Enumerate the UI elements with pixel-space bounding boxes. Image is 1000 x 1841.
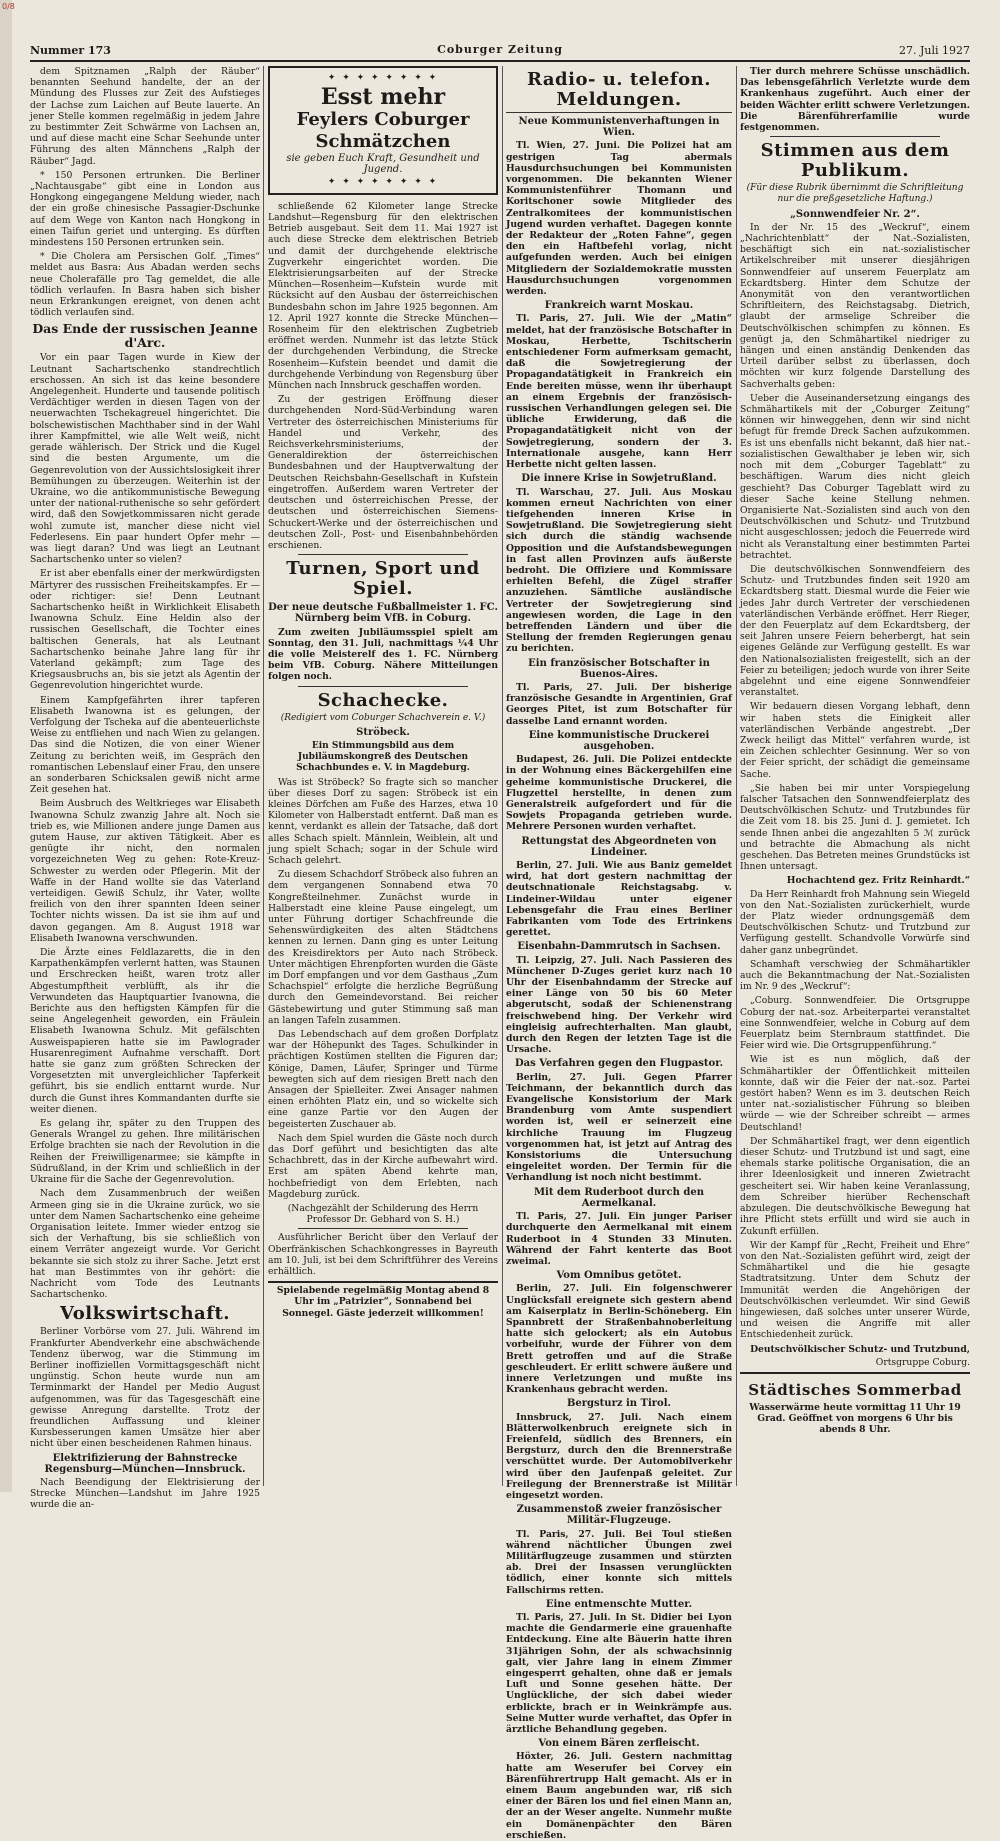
page-header bbox=[30, 40, 970, 60]
news-headline: Neue Kommunistenverhaftungen in Wien. bbox=[518, 116, 720, 139]
ornament: ✦ ✦ ✦ ✦ ✦ ✦ ✦ ✦ bbox=[327, 73, 439, 83]
signature-group: Ortsgruppe Coburg. bbox=[875, 1356, 970, 1368]
article-text: Die deutschvölkischen Sonnwendfeiern des Schutz- und Trutzbundes finden seit 1920 am Eckardtsberg statt. Diesmal wurde die Feier wie jedes Jahr durch Vertreter der verschiedenen vaterländischen Verbände eröffnet. Herr Rieger, der den Feuerplatz auf dem Eckardtsberg, der seit Jahren unsere Feiern beherbergt, hat sein eigenes Gelände zur Verfügung gestellt. Es war den Nationalsozialisten freigestellt, sich an der Feier zu beteiligen; jedoch wurde von ihrer Seite abgelehnt und eine eigene Sonnwendfeier veranstaltet. bbox=[740, 563, 970, 699]
schach-footer-box bbox=[268, 1281, 498, 1319]
news-headline: Von einem Bären zerfleischt. bbox=[538, 1738, 700, 1750]
divider bbox=[298, 686, 468, 687]
masthead: Coburger Zeitung bbox=[437, 43, 563, 56]
news-text: Tl. Wien, 27. Juni. Die Polizei hat am gestrigen Tag abermals Hausdurchsuchungen bei Kommunisten vorgenommen. Die bekannten Wiener Kommunistenführer Thomann und Koritschoner sowie Mitglieder des Zentralkomitees der kommunistischen Jugend wurden verhaftet. Dagegen konnte der Redakteur der „Roten Fahne“, gegen den ein Haftbefehl vorlag, nicht aufgefunden werden. Auch bei einigen Mitgliedern der Sozialdemokratie mussten Hausdurchsuchungen vorgenommen werden. bbox=[506, 140, 732, 298]
article-text: Einem Kampfgefährten ihrer tapferen Elisabeth Iwanowna ist es gelungen, der Verfolgung der Tscheka auf die abenteuerlichste Weise zu entfliehen und nach Wien zu gelangen. Das sind die Notizen, die von einer Wiener Zeitung zu berichten weiß, im Gespräch den romantischen Lebenslauf einer Frau, den unsere an sonderbaren Schicksalen gewiß nicht arme Zeit gesehen hat. bbox=[30, 694, 260, 796]
schach-subtitle: Ein Stimmungsbild aus dem Jubiläumskongreß des Deutschen Schachbundes e. V. in Magdeburg. bbox=[296, 740, 470, 774]
article-text: Nach dem Spiel wurden die Gäste noch durch das Dorf geführt und besichtigten das alte Schachbrett, das in der Kirche aufbewahrt wird. Erst am späten Abend kehrte man, hochbefriedigt von dem Erlebten, nach Magdeburg zurück. bbox=[268, 1132, 498, 1200]
scan-edge bbox=[0, 0, 12, 1492]
headline-bahn: Elektrifizierung der Bahnstrecke Regensburg—München—Innsbruck. bbox=[44, 1452, 246, 1475]
news-headline: Ein französischer Botschafter in Buenos-Aires. bbox=[528, 657, 710, 680]
article-text: „Sie haben bei mir unter Vorspiegelung falscher Tatsachen den Sonnwendfeierplatz des Deutschvölkischen Schutz- und Trutzbundes für die Zeit vom 18. bis 25. Juni d. J. gemietet. Ich sende Ihnen anbei die angezahlten 5 ℳ zurück und betrachte die Abmachung als nicht geschehen. Das Betreten meines Grundstücks ist Ihnen untersagt. bbox=[740, 782, 970, 873]
ad-slogan: sie geben Euch Kraft, Gesundheit und Jugend. bbox=[286, 153, 480, 176]
article-text: Der Schmähartikel fragt, wer denn eigentlich dieser Schutz- und Trutzbund ist und sagt, eine ehemals starke politische Organisation, die an ihrer Ideenlosigkeit und inneren Zwietracht gescheitert sei. Wir haben keine Veranlassung, dem Schreiber hierüber Rechenschaft abzulegen. Die deutschvölkische Bewegung hat ihre Pflicht stets erfüllt und wird sie auch in Zukunft erfüllen. bbox=[740, 1135, 970, 1237]
article-text: Wie ist es nun möglich, daß der Schmähartikler der Öffentlichkeit mitteilen konnte, daß wir die Feier der nat.-soz. Partei gestört haben? Wenn es im 3. deutschen Reich unter nat.-sozialistischer Führung so bleiben würde — wie der Schreiber schreibt — armes Deutschland! bbox=[740, 1054, 970, 1133]
article-text: Ausführlicher Bericht über den Verlauf der Oberfränkischen Schachkongresses in Bayreuth am 10. Juli, ist bei dem Schriftführer des Vereins erhältlich. bbox=[268, 1232, 498, 1278]
section-sport: Turnen, Sport und Spiel. bbox=[286, 558, 480, 600]
article-text: Ueber die Auseinandersetzung eingangs des Schmähartikels mit der „Coburger Zeitung“ können wir hinweggehen, denn wir sind nicht befugt für fremde Dreck Sachen aufzukommen. Es ist uns ebenfalls nicht bekannt, daß hier nat.-sozialistischen Gewalthaber je leben wir, sich noch mit dem „Coburger Tageblatt“ zu beschäftigen. Warum dies nicht gleich geschieht? Das Coburger Tageblatt wird zu dieser Sache keine Stellung nehmen. Organisierte Nat.-Sozialisten sind auch von den Deutschvölkischen und Schutz- und Trutzbund nicht ausgeschlossen; jedoch die Feuerrede wird nicht als Veranstaltung einer bestimmten Partei betrachtet. bbox=[740, 392, 970, 561]
ornament: ✦ ✦ ✦ ✦ ✦ ✦ ✦ ✦ bbox=[327, 176, 439, 187]
news-text: Berlin, 27. Juli. Gegen Pfarrer Teichmann, der bekanntlich durch das Evangelische Konsistorium der Mark Brandenburg vom Amte suspendiert worden ist, weil er seinerzeit eine kirchliche Trauung im Flugzeug vorgenommen hat, ist jetzt auf Antrag des Konsistoriums die Untersuchung eingeleitet worden. Der Termin für die Verhandlung ist noch nicht bestimmt. bbox=[506, 1071, 732, 1184]
news-text: Tl. Paris, 27. Juli. In St. Didier bei Lyon machte die Gendarmerie eine grauenhafte Entdeckung. Eine alte Bäuerin hatte ihren 31jährigen Sohn, der als schwachsinnig galt, vier Jahre lang in einem Zimmer eingesperrt gehalten, ohne daß er jemals Luft und Sonne gesehen hätte. Der Unglückliche, der sich dabei wieder erblickte, brach er in Weinkrämpfe aus. Seine Mutter wurde verhaftet, das Opfer in ärztliche Behandlung gegeben. bbox=[506, 1612, 732, 1736]
column-1 bbox=[30, 66, 260, 1511]
article-text: Da Herr Reinhardt froh Mahnung sein Wiegeld von den Nat.-Sozialisten zurückerhielt, wurde der Platz wieder ordnungsgemäß dem Deutschvölkischen Schutz- und Trutzbund zur Verfügung gestellt. Schandvolle Vorwürfe sind daher ganz unbegründet. bbox=[740, 888, 970, 956]
column-3 bbox=[506, 66, 732, 1841]
news-text: Berlin, 27. Juli. Ein folgenschwerer Unglücksfall ereignete sich gestern abend am Kaiserplatz in Berlin-Schöneberg. Ein Spannbrett der Straßenbahnoberleitung hatte sich gelockert; als ein Autobus vorbeifuhr, wurde der Führer von dem Brett getroffen und auf die Straße geschleudert. Er erlitt schwere äußere und innere Verletzungen und mußte ins Krankenhaus gebracht werden. bbox=[506, 1283, 732, 1396]
divider bbox=[770, 136, 940, 137]
sommerbad-text: Wasserwärme heute vormittag 11 Uhr 19 Grad. Geöffnet von morgens 6 Uhr bis abends 8 Uhr. bbox=[749, 1401, 961, 1436]
news-headline: Mit dem Ruderboot durch den Aermelkanal. bbox=[533, 1186, 705, 1209]
news-headline: Vom Omnibus getötet. bbox=[556, 1270, 682, 1282]
news-headline: Eine kommunistische Druckerei ausgehoben. bbox=[528, 729, 710, 752]
news-text: Tl. Paris, 27. Juli. Bei Toul stießen während nächtlicher Übungen zwei Militärflugzeuge zusammen und stürzten ab. Drei der Insassen verunglückten tödlich, einer konnte sich mittels Fallschirms retten. bbox=[506, 1528, 732, 1596]
article-text: „Coburg. Sonnwendfeier. Die Ortsgruppe Coburg der nat.-soz. Arbeiterpartei veranstaltet eine Sonnwendfeier, welche in Coburg auf dem Feuerplatz beim Sternbraum stattfindet. Die Feier wird wie. Die Ortsgruppenführung.“ bbox=[740, 995, 970, 1052]
news-headline: Eisenbahn-Dammrutsch in Sachsen. bbox=[517, 941, 721, 953]
article-text: Schamhaft verschwieg der Schmähartikler auch die Bekanntmachung der Nat.-Sozialisten im Nr. 9 des „Weckruf“: bbox=[740, 958, 970, 993]
article-text: dem Spitznamen „Ralph der Räuber“ benannten Seehund handelte, der an der Mündung des Flusses zur Zeit des Aufstieges der Lachse zum Laichen auf Beute lauerte. An jener Stelle kommen regelmäßig in jedem Jahre zu bestimmter Zeit Schwärme von Lachsen an, und auf diese macht eine Schar Seehunde unter Führung des alten Männchens „Ralph der Räuber“ Jagd. bbox=[30, 66, 260, 167]
article-text: Es gelang ihr, später zu den Truppen des Generals Wrangel zu gehen. Ihre militärischen Erfolge brachten sie nach der Revolution in die Reihen der Freiwilligenarmee; sie kämpfte in Südrußland, in der Krim und schließlich in der Ukraine für die Sache der Gegenrevolution. bbox=[30, 1118, 260, 1186]
section-publikum: Stimmen aus dem Publikum. bbox=[760, 140, 950, 182]
advertisement-feyler bbox=[268, 66, 498, 195]
article-text: Nach dem Zusammenbruch der weißen Armeen ging sie in die Ukraine zurück, wo sie unter dem Namen Sachartschenko eine geheime Organisation leitete. Immer wieder entzog sie sich der Verhaftung, bis sie schließlich von einem Verräter angezeigt wurde. Vor Gericht bekannte sie sich stolz zu ihrer Sache. Jetzt erst hat man Bestimmtes von ihr gehört: die Nachricht vom Tode des Leutnants Sachartschenko. bbox=[30, 1188, 260, 1301]
news-text: Tl. Leipzig, 27. Juli. Nach Passieren des Münchener D-Zuges geriet kurz nach 10 Uhr der Eisenbahndamm der Strecke auf einer Länge von 50 bis 60 Meter abgerutscht, sodaß der Schienenstrang freischwebend hing. Der Verkehr wird eingleisig aufrechterhalten. Man glaubt, durch den Regen der letzten Tage ist die Ursache. bbox=[506, 954, 732, 1056]
article-text: Zu diesem Schachdorf Ströbeck also fuhren an dem vergangenen Sonnabend etwa 70 Kongreßteilnehmer. Zunächst wurde in Halberstadt eine kleine Pause eingelegt, um unter Führung dortiger Schachfreunde die Sehenswürdigkeiten des alten Städtchens kennen zu lernen. Dann ging es unter Leitung des Kreisdirektors per Auto nach Ströbeck. Unter mächtigen Ehrenpforten wurden die Gäste im Dorf empfangen und vor dem Gasthaus „Zum Schachspiel“ erfolgte die herzliche Begrüßung durch den Gemeindevorstand. Bei reicher Gästebewirtung und guter Stimmung saß man an langen Tafeln zusammen. bbox=[268, 869, 498, 1026]
schach-editor: (Redigiert vom Coburger Schachverein e. V.) bbox=[280, 712, 486, 723]
news-headline: Rettungstat des Abgeordneten von Lindeiner. bbox=[521, 835, 717, 858]
news-headline: Die innere Krise in Sowjetrußland. bbox=[521, 473, 717, 485]
issue-number: Nummer 173 bbox=[30, 44, 111, 57]
news-text: Tl. Paris, 27. Juli. Der bisherige französische Gesandte in Argentinien, Graf Georges Pitet, ist zum Botschafter für dasselbe Land ernannt worden. bbox=[506, 681, 732, 727]
article-text: Wir der Kampf für „Recht, Freiheit und Ehre“ von den Nat.-Sozialisten geführt wird, zeigt der Schmähartikel und die hie gesagte Stadtratsitzung. Unter dem Schutz der Immunität werden die Angehörigen der Deutschvölkischen verleumdet. Wir sind Gewiß hingewiesen, daß solches unter unserer Würde, und weisen die Angriffe mit aller Entschiedenheit zurück. bbox=[740, 1239, 970, 1341]
news-headline: Eine entmenschte Mutter. bbox=[545, 1598, 693, 1610]
news-item: * Die Cholera am Persischen Golf. „Times“ meldet aus Basra: Aus Abadan werden sechs neue Cholerafälle pro Tag gemeldet, die alle tödlich verlaufen. In Basra haben sich bisher neun Erkrankungen ereignet, von denen acht tödlich verlaufen sind. bbox=[30, 251, 260, 319]
news-headline: Bergsturz in Tirol. bbox=[566, 1398, 672, 1410]
section-disclaimer: (Für diese Rubrik übernimmt die Schriftleitung nur die preßgesetzliche Haftung.) bbox=[746, 183, 964, 205]
article-text: Zu der gestrigen Eröffnung dieser durchgehenden Nord-Süd-Verbindung waren Vertreter des österreichischen Ministeriums für Handel und Verkehr, des Reichsverkehrsministeriums, der Generaldirektion der österreichischen Bundesbahnen und der Hauptverwaltung der Deutschen Reichsbahn-Gesellschaft in Kufstein eingetroffen. Außerdem waren Vertreter der deutschen und österreichischen Presse, der deutschen und österreichischen Siemens-Schuckert-Werke und der österreichischen und deutschen Zoll-, Post- und Eisenbahnbehörden erschienen. bbox=[268, 394, 498, 551]
news-text: Berlin, 27. Juli. Wie aus Baniz gemeldet wird, hat dort gestern nachmittag der deutschnationale Reichstagsabg. v. Lindeiner-Wildau unter eigener Lebensgefahr die Frau eines Berliner Fabrikanten vom Tode des Ertrinkens gerettet. bbox=[506, 860, 732, 939]
signature-org: Deutschvölkischer Schutz- und Trutzbund, bbox=[750, 1343, 970, 1355]
issue-date: 27. Juli 1927 bbox=[898, 44, 970, 57]
news-headline: Zusammenstoß zweier französischer Militär-Flugzeuge. bbox=[516, 1504, 722, 1527]
news-text: Budapest, 26. Juli. Die Polizei entdeckte in der Wohnung eines Bäckergehilfen eine geheime kommunistische Druckerei, die Flugzettel herstellte, in denen zum Generalstreik aufgefordert und für die Sowjets Propaganda getrieben wurde. Mehrere Personen wurden verhaftet. bbox=[506, 754, 732, 833]
headline-jeanne: Das Ende der russischen Jeanne d'Arc. bbox=[32, 321, 258, 351]
news-item: * 150 Personen ertrunken. Die Berliner „Nachtausgabe“ gibt eine in London aus Hongkong eingegangene Meldung wieder, nach der ein große chinesische Passagier-Dschunke auf dem Wege von Kanton nach Hongkong in einen Taifun geriet und unterging. Es dürften mindestens 150 Personen ertrunken sein. bbox=[30, 169, 260, 249]
schach-footer: Spielabende regelmäßig Montag abend 8 Uhr im „Patrizier“, Sonnabend bei Sonnegel. Gäste jederzeit willkommen! bbox=[276, 1285, 490, 1319]
news-text: Innsbruck, 27. Juli. Nach einem Blätterwolkenbruch ereignete sich in Freienfeld, südlich des Brenners, ein Bergsturz, durch den die Brennerstraße verschüttet wurde. Der Automobilverkehr wird über den Jaufenpaß geleitet. Zur Freilegung der Brennerstraße ist Militär eingesetzt worden. bbox=[506, 1411, 732, 1501]
article-text: Das Lebendschach auf dem großen Dorfplatz war der Höhepunkt des Tages. Schulkinder in prächtigen Kostümen stellten die Figuren dar; Könige, Damen, Läufer, Springer und Türme bewegten sich auf dem riesigen Brett nach den Ansagen der Spielleiter. Zwei Ansager nahmen einen erhöhten Platz ein, und so wickelte sich eine ganze Partie vor den Augen der begeisterten Zuschauer ab. bbox=[268, 1029, 498, 1130]
column-2 bbox=[268, 66, 498, 1486]
sommerbad-notice bbox=[740, 1372, 970, 1436]
divider bbox=[298, 554, 468, 555]
column-4 bbox=[740, 66, 970, 1486]
news-text: Tl. Paris, 27. Juli. Ein junger Pariser durchquerte den Aermelkanal mit einem Ruderboot in 4 Stunden 33 Minuten. Während der Fahrt kenterte das Boot zweimal. bbox=[506, 1211, 732, 1267]
schach-signature: (Nachgezählt der Schilderung des Herrn Professor Dr. Gebhard von S. H.) bbox=[287, 1203, 479, 1226]
news-headline: Frankreich warnt Moskau. bbox=[544, 300, 694, 312]
news-text: Tl. Warschau, 27. Juli. Aus Moskau kommen erneut Nachrichten von einer tiefgehenden inneren Krise in Sowjetrußland. Die Sowjetregierung sieht sich durch die ständig wachsende Opposition und die Aufstandsbewegungen in fast allen Provinzen aufs äußerste bedroht. Die Offiziere und Kommissare erhielten Befehl, die Zügel straffer anzuziehen. Sämtliche ausländische Vertreter der Sowjetregierung sind angewiesen worden, die Lage in den betreffenden Ländern und über die Stellung der fremden Regierungen genau zu berichten. bbox=[506, 486, 732, 655]
article-text: Er ist aber ebenfalls einer der merkwürdigsten Märtyrer des russischen Freiheitskampfes. Er — oder richtiger: sie! Denn Leutnant Sachartschenko heißt in Wirklichkeit Elisabeth Iwanowna Schulz. Eine Heldin also der russischen Gesellschaft, die Tochter eines baltischen Generals, hat als Leutnant Sachartschenko beinahe Jahre lang für ihr Vaterland gekämpft; zum Tage des Kriegsausbruchs an, bis sie jetzt als Agentin der Gegenrevolution hingerichtet wurde. bbox=[30, 568, 260, 692]
article-text: Die Ärzte eines Feldlazaretts, die in den Karpathenkämpfen verlernt hatten, was Staunen und Erschrecken heißt, waren trotz aller Abgestumpftheit verblüfft, als ihr die Verwundeten das Hauptquartier Ivanowna, die Berichte aus den heftigsten Kämpfen für die seine Angelegenheit geworden, ein Fräulein Elisabeth Iwanowna Schulz. Mit gefälschten Ausweispapieren hatte sie im Pawlograder Husarenregiment Aufnahme verschafft. Dort hatte sie ganz zum größten Schrecken der Vorgesetzten mit unvergleichlicher Tapferkeit geführt, bis sie endlich enttarnt wurde. Nur durch die Gunst ihres Kommandanten durfte sie weiter dienen. bbox=[30, 947, 260, 1115]
news-text: Tier durch mehrere Schüsse unschädlich. Das lebensgefährlich Verletzte wurde dem Krankenhaus zugeführt. Auch einer der beiden Wächter erlitt schwere Verletzungen. Die Bärenführerfamilie wurde festgenommen. bbox=[740, 66, 970, 134]
column-divider bbox=[263, 66, 264, 1486]
corner-mark: 0/8 bbox=[2, 2, 15, 11]
section-radio: Radio- u. telefon. Meldungen. bbox=[506, 70, 732, 113]
divider bbox=[298, 1228, 468, 1229]
ad-brand: Feylers Coburger Schmätzchen bbox=[296, 109, 470, 153]
news-headline: Das Verfahren gegen den Flugpastor. bbox=[514, 1058, 724, 1070]
article-text: Zum zweiten Jubiläumsspiel spielt am Sonntag, den 31. Juli, nachmittags ¼4 Uhr die volle Meisterelf des 1. FC. Nürnberg beim VfB. Coburg. Nähere Mitteilungen folgen noch. bbox=[268, 626, 498, 683]
column-divider bbox=[736, 66, 737, 1486]
section-schach: Schachecke. bbox=[317, 689, 449, 711]
quote-signature: Hochachtend gez. Fritz Reinhardt.“ bbox=[786, 875, 970, 887]
article-text: In der Nr. 15 des „Weckruf“, einem „Nachrichtenblatt“ der Nat.-Sozialisten, beschäftigt sich ein nat.-sozialistischer Artikelschreiber mit unserer diesjährigen Sonnwendfeier auf unserem Feuerplatz am Eckardtsberg. Hinter dem Schutze der Anonymität von den verantwortlichen Schriftleitern, des Reichstagsabg. Dietrich, glaubt der armselige Schreiber die Deutschvölkischen schimpfen zu können. Es genügt ja, den Schmähartikel niedriger zu hängen und einen anständig Denkenden das Urteil darüber selbst zu überlassen, doch möchten wir kurz folgende Darstellung des Sachverhalts geben: bbox=[740, 221, 970, 390]
schach-title: Ströbeck. bbox=[356, 726, 410, 738]
ad-headline: Esst mehr bbox=[320, 84, 446, 111]
article-text: schließende 62 Kilometer lange Strecke Landshut—Regensburg für den elektrischen Betrieb ausgebaut. Seit dem 11. Mai 1927 ist auch diese Strecke dem elektrischen Betrieb und damit der durchgehende elektrische Zugverkehr eingerichtet worden. Die Elektrisierungsarbeiten auf der Strecke München—Rosenheim—Kufstein wurde mit Rücksicht auf den Ausbau der österreichischen Bundesbahn schon im Jahre 1925 begonnen. Am 12. April 1927 konnte die Strecke München—Rosenheim für den elektrischen Zugbetrieb eröffnet werden. Nunmehr ist das letzte Stück der durchgehenden Verbindung, die Strecke Rosenheim—Kufstein beendet und damit die durchgehende Verbindung von Regensburg über München nach Innsbruck geschaffen worden. bbox=[268, 200, 498, 392]
article-text: Beim Ausbruch des Weltkrieges war Elisabeth Iwanowna Schulz zwanzig Jahre alt. Noch sie trieb es, wie Millionen andere junge Damen aus gutem Hause, zur aktiven Tätigkeit. Aber es genügte ihr nicht, den normalen vorgezeichneten Weg zu gehen: Rote-Kreuz-Schwester zu werden oder Pflegerin. Mit der Waffe in der Hand wollte sie das Vaterland verteidigen. Gewiß Schulz, ihr Vater, wollte freilich von den ihrer spannten Ideen seiner Tochter nichts wissen. Da ist sie ihm auf und davon gegangen. Am 8. August 1918 war Elisabeth Iwanowna verschwunden. bbox=[30, 798, 260, 944]
header-rule bbox=[30, 60, 970, 62]
article-text: Was ist Ströbeck? So fragte sich so mancher über dieses Dorf zu sagen: Ströbeck ist ein kleines Dörfchen am Fuße des Harzes, etwa 10 Kilometer von Halberstadt entfernt. Daß man es kennt, verdankt es allein der Tatsache, daß dort alles Schach spielt. Männlein, Weiblein, alt und jung spielt Schach; sogar in der Schule wird Schach gelehrt. bbox=[268, 776, 498, 866]
article-text: Nach Beendigung der Elektrisierung der Strecke München—Landshut im Jahre 1925 wurde die an- bbox=[30, 1476, 260, 1511]
article-text: Vor ein paar Tagen wurde in Kiew der Leutnant Sachartschenko standrechtlich erschossen. An sich ist das keine besondere Angelegenheit. Hunderte und tausende politisch Verdächtiger werden in diesen Tagen von der neuerwachten Tschekagreuel hingerichtet. Die bolschewistischen Machthaber sind in der Wahl ihrer Kampfmittel, wie alle Welt weiß, nicht gerade wählerisch. Der Strick und die Kugel sind die besten Argumente, um die Gegenrevolution von der Aussichtslosigkeit ihrer Bemühungen zu überzeugen. Weiterhin ist der Ukraine, wo die antikommunistische Bewegung unter der national-ruthenische so sehr gefördert wird, daß den Sowjetkommissaren nicht gerade wohl zumute ist, mancher diese nicht viel Federlesens. Ein paar hundert Opfer mehr — was liegt daran? Und was liegt an Leutnant Sachartschenko unter so vielen? bbox=[30, 352, 260, 566]
section-volkswirtschaft: Volkswirtschaft. bbox=[59, 1303, 231, 1325]
article-text: Berliner Vorbörse vom 27. Juli. Während im Frankfurter Abendverkehr eine abschwächende Tendenz überwog, war die Stimmung im Berliner inoffiziellen Vormittagsgeschäft nicht ungünstig. Schon heute wurde nun am Terminmarkt der Handel per Medio August aufgenommen, was für das Tagesgeschäft eine gewisse Anregung darstellte. Trotz der freundlichen Auffassung und kleiner Kursbesserungen kamen Umsätze hier aber nicht über einen bescheidenen Rahmen hinaus. bbox=[30, 1326, 260, 1450]
letter-title: „Sonnwendfeier Nr. 2“. bbox=[790, 208, 920, 220]
sommerbad-headline: Städtisches Sommerbad bbox=[748, 1380, 962, 1399]
news-text: Höxter, 26. Juli. Gestern nachmittag hatte am Weserufer bei Corvey ein Bärenführertrupp Halt gemacht. Als er in einem Baum angebunden war, riß sich einer der Bären los und fiel einen Mann an, der an der Weser angelte. Nunmehr mußte ein Domänenpächter den Bären erschießen. bbox=[506, 1751, 732, 1841]
news-text: Tl. Paris, 27. Juli. Wie der „Matin“ meldet, hat der französische Botschafter in Moskau, Herbette, Tschitscherin entschiedener Form aufmerksam gemacht, daß die Sowjetregierung der Propagandatätigkeit in Frankreich ein Ende bereiten müsse, wenn ihr überhaupt an einem Ergebnis der französisch-russischen Verhandlungen gelegen sei. Die übliche Erwiderung, daß die Propagandatätigkeit nicht von der Sowjetregierung, sondern der 3. Internationale ausgehe, kann Herr Herbette nicht gelten lassen. bbox=[506, 313, 732, 471]
headline-sport-sub: Der neue deutsche Fußballmeister 1. FC. Nürnberg beim VfB. in Coburg. bbox=[268, 602, 498, 625]
column-divider bbox=[502, 66, 503, 1486]
article-text: Wir bedauern diesen Vorgang lebhaft, denn wir haben stets die Einigkeit aller vaterländischen Verbände angestrebt. „Der Zweck heiligt das Mittel“ verfahren wurde, ist ein Zeichen schlechter Gesinnung. Wer so von der Feier spricht, der schädigt die gemeinsame Sache. bbox=[740, 701, 970, 780]
